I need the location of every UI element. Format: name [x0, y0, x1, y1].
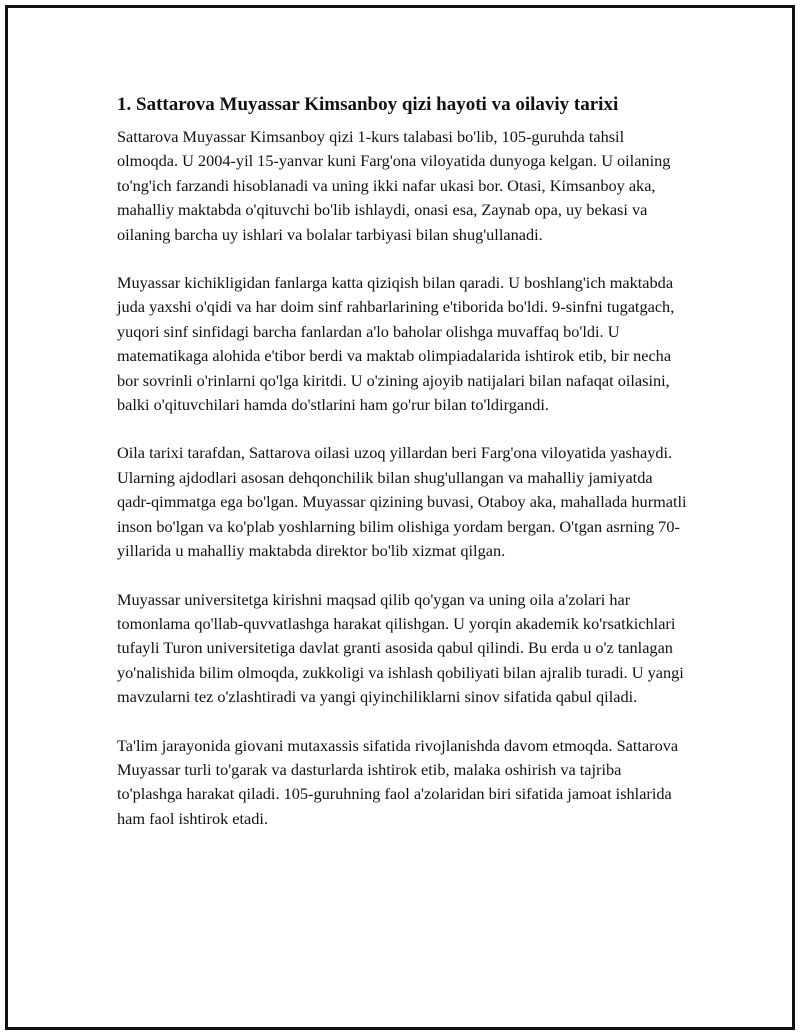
paragraph-family-history: Oila tarixi tarafdan, Sattarova oilasi uzoq yillardan beri Farg'ona viloyatida yashaydi. Ularning ajdodlari asosan dehqonchilik bilan shug'ullangan va mahalliy jamiyatda qadr-qimmatga ega bo'lgan. Muyassar qizining buvasi, Otaboy aka, mahallada hurmatli inson bo'lgan va ko'plab yoshlarning bilim olishiga yordam bergan. O'tgan asrning 70-yillarida u mahalliy maktabda direktor bo'lib xizmat qilgan.: [117, 443, 687, 561]
paragraph-education-progress: Ta'lim jarayonida giovani mutaxassis sifatida rivojlanishda davom etmoqda. Sattarova Muyassar turli to'garak va dasturlarda ishtirok etib, malaka oshirish va tajriba to'plashga harakat qiladi. 105-guruhning faol a'zolaridan biri sifatida jamoat ishlarida ham faol ishtirok etadi.: [117, 735, 679, 828]
paragraph-schooling: Muyassar kichikligidan fanlarga katta qiziqish bilan qaradi. U boshlang'ich maktabda juda yaxshi o'qidi va har doim sinf rahbarlarining e'tiborida bo'ldi. 9-sinfni tugatgach, yuqori sinf sinfidagi barcha fanlardan a'lo baholar olishga muvaffaq bo'ldi. U matematikaga alohida e'tibor berdi va maktab olimpiadalarida ishtirok etib, bir necha bor sovrinli o'rinlarni qo'lga kiritdi. U o'zining ajoyib natijalari bilan nafaqat oilasini, balki o'qituvchilari hamda do'stlarini ham go'rur bilan to'ldirgandi.: [117, 273, 675, 415]
document-title: 1. Sattarova Muyassar Kimsanboy qizi hayoti va oilaviy tarixi: [117, 94, 619, 115]
paragraph-biography: Sattarova Muyassar Kimsanboy qizi 1-kurs talabasi bo'lib, 105-guruhda tahsil olmoqda. U 2004-yil 15-yanvar kuni Farg'ona viloyatida dunyoga kelgan. U oilaning to'ng'ich farzandi hisoblanadi va uning ikki nafar ukasi bor. Otasi, Kimsanboy aka, mahalliy maktabda o'qituvchi bo'lib ishlaydi, onasi esa, Zaynab opa, uy bekasi va oilaning barcha uy ishlari va bolalar tarbiyasi bilan shug'ullanadi.: [117, 127, 671, 244]
document-body: [117, 92, 687, 855]
paragraph-university: Muyassar universitetga kirishni maqsad qilib qo'ygan va uning oila a'zolari har tomonlama qo'llab-quvvatlashga harakat qilishgan. U yorqin akademik ko'rsatkichlari tufayli Turon universitetiga davlat granti asosida qabul qilindi. Bu erda u o'z tanlagan yo'nalishida bilim olmoqda, zukkoligi va ishlash qobiliyati bilan ajralib turadi. U yangi mavzularni tez o'zlashtiradi va yangi qiyinchiliklarni sinov sifatida qabul qiladi.: [117, 589, 684, 707]
